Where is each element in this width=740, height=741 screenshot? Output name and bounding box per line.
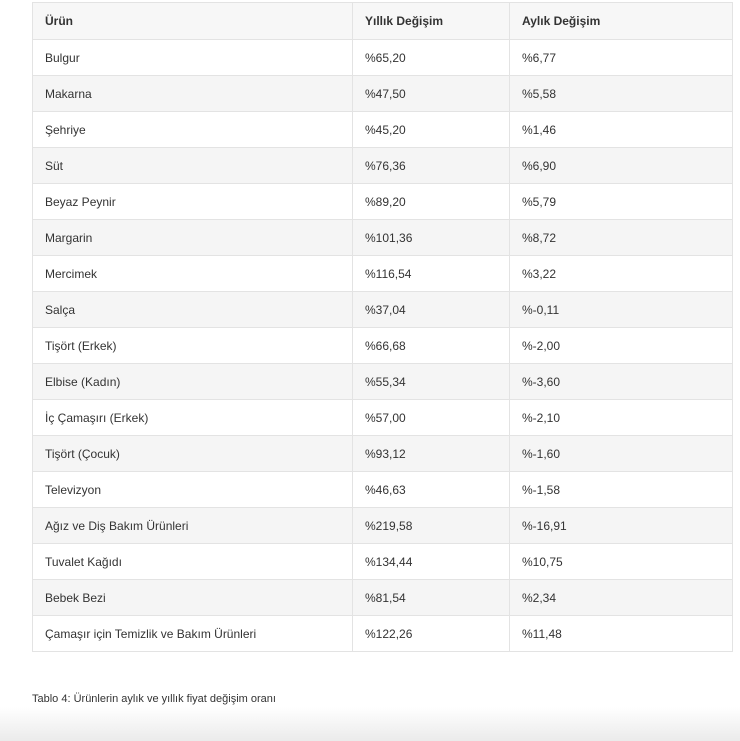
table-row (33, 328, 733, 364)
table-row (33, 148, 733, 184)
table-row (33, 580, 733, 616)
product-cell: İç Çamaşırı (Erkek) (33, 400, 353, 436)
monthly-change-cell: %6,77 (510, 40, 733, 76)
price-change-table (32, 2, 733, 652)
yearly-change-cell: %89,20 (353, 184, 510, 220)
column-header-product: Ürün (33, 3, 353, 40)
yearly-change-cell: %66,68 (353, 328, 510, 364)
yearly-change-cell: %37,04 (353, 292, 510, 328)
monthly-change-cell: %-3,60 (510, 364, 733, 400)
monthly-change-cell: %3,22 (510, 256, 733, 292)
product-cell: Süt (33, 148, 353, 184)
product-cell: Tişört (Erkek) (33, 328, 353, 364)
monthly-change-cell: %10,75 (510, 544, 733, 580)
table-body (33, 40, 733, 652)
yearly-change-cell: %46,63 (353, 472, 510, 508)
product-cell: Tişört (Çocuk) (33, 436, 353, 472)
yearly-change-cell: %93,12 (353, 436, 510, 472)
table-row (33, 508, 733, 544)
product-cell: Şehriye (33, 112, 353, 148)
table-row (33, 40, 733, 76)
yearly-change-cell: %116,54 (353, 256, 510, 292)
monthly-change-cell: %2,34 (510, 580, 733, 616)
monthly-change-cell: %-1,58 (510, 472, 733, 508)
product-cell: Bulgur (33, 40, 353, 76)
yearly-change-cell: %81,54 (353, 580, 510, 616)
table-row (33, 256, 733, 292)
table-caption: Tablo 4: Ürünlerin aylık ve yıllık fiyat değişim oranı (32, 693, 276, 705)
yearly-change-cell: %122,26 (353, 616, 510, 652)
product-cell: Bebek Bezi (33, 580, 353, 616)
yearly-change-cell: %219,58 (353, 508, 510, 544)
table-row (33, 400, 733, 436)
table-row (33, 472, 733, 508)
product-cell: Makarna (33, 76, 353, 112)
monthly-change-cell: %8,72 (510, 220, 733, 256)
yearly-change-cell: %45,20 (353, 112, 510, 148)
table-row (33, 436, 733, 472)
monthly-change-cell: %5,79 (510, 184, 733, 220)
table-row (33, 544, 733, 580)
monthly-change-cell: %-0,11 (510, 292, 733, 328)
yearly-change-cell: %65,20 (353, 40, 510, 76)
product-cell: Televizyon (33, 472, 353, 508)
table-row (33, 292, 733, 328)
product-cell: Ağız ve Diş Bakım Ürünleri (33, 508, 353, 544)
product-cell: Çamaşır için Temizlik ve Bakım Ürünleri (33, 616, 353, 652)
product-cell: Mercimek (33, 256, 353, 292)
monthly-change-cell: %-1,60 (510, 436, 733, 472)
yearly-change-cell: %134,44 (353, 544, 510, 580)
yearly-change-cell: %76,36 (353, 148, 510, 184)
monthly-change-cell: %-16,91 (510, 508, 733, 544)
monthly-change-cell: %1,46 (510, 112, 733, 148)
column-header-yearly-change: Yıllık Değişim (353, 3, 510, 40)
monthly-change-cell: %11,48 (510, 616, 733, 652)
price-change-table-container (32, 2, 732, 652)
table-row (33, 364, 733, 400)
yearly-change-cell: %101,36 (353, 220, 510, 256)
product-cell: Tuvalet Kağıdı (33, 544, 353, 580)
monthly-change-cell: %6,90 (510, 148, 733, 184)
table-row (33, 184, 733, 220)
monthly-change-cell: %-2,10 (510, 400, 733, 436)
table-row (33, 220, 733, 256)
column-header-monthly-change: Aylık Değişim (510, 3, 733, 40)
yearly-change-cell: %55,34 (353, 364, 510, 400)
product-cell: Margarin (33, 220, 353, 256)
yearly-change-cell: %47,50 (353, 76, 510, 112)
monthly-change-cell: %-2,00 (510, 328, 733, 364)
product-cell: Elbise (Kadın) (33, 364, 353, 400)
table-row (33, 616, 733, 652)
yearly-change-cell: %57,00 (353, 400, 510, 436)
bottom-fade-shadow (0, 707, 740, 741)
product-cell: Salça (33, 292, 353, 328)
table-row (33, 112, 733, 148)
monthly-change-cell: %5,58 (510, 76, 733, 112)
table-header-row (33, 3, 733, 40)
product-cell: Beyaz Peynir (33, 184, 353, 220)
table-row (33, 76, 733, 112)
